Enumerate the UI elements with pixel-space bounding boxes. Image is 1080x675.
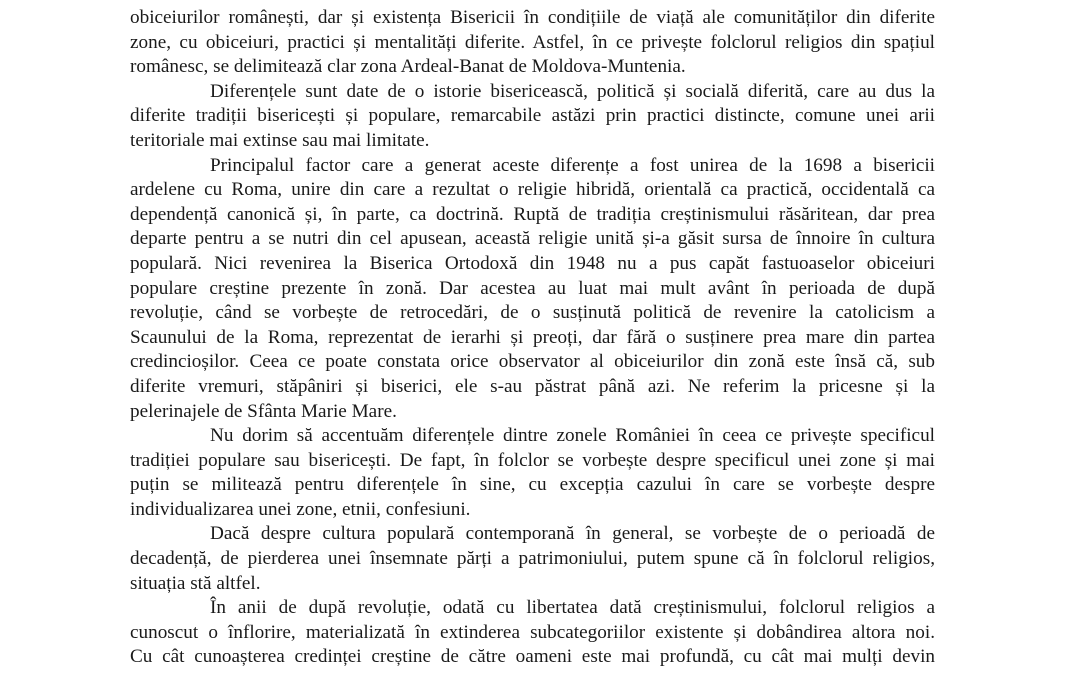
paragraph-first-line: Principalul factor care a generat aceste diferențe a fost unirea de la 1698 a bisericii (210, 154, 935, 176)
text-line: decadență, de pierderea unei însemnate părți a patrimoniului, putem spune că în folclorul religios, (130, 548, 935, 570)
paragraph-first-line: Dacă despre cultura populară contemporană în general, se vorbește de o perioadă de (210, 523, 935, 545)
text-line: obiceiurilor românești, dar și existența Bisericii în condițiile de viață ale comunităților din diferite (130, 7, 935, 28)
text-line: diferite tradiții bisericești și populare, remarcabile astăzi prin practici distincte, comune unei arii (130, 105, 935, 127)
paragraph-first-line: Diferențele sunt date de o istorie bisericească, politică și socială diferită, care au dus la (210, 80, 935, 102)
text-line: individualizarea unei zone, etnii, confesiuni. (130, 498, 471, 520)
text-line: credincioșilor. Ceea ce poate constata orice observator al obiceiurilor din zonă este însă că, sub (130, 351, 935, 373)
text-line: situația stă altfel. (130, 572, 261, 594)
text-line: românesc, se delimitează clar zona Ardeal-Banat de Moldova-Muntenia. (130, 56, 686, 78)
body-text (130, 6, 935, 670)
text-line: revoluție, când se vorbește de retrocedări, de o susținută politică de revenire la catolicism a (130, 302, 935, 324)
text-line: teritoriale mai extinse sau mai limitate. (130, 129, 430, 151)
text-line: populară. Nici revenirea la Biserica Ortodoxă din 1948 nu a pus capăt fastuoaselor obiceiuri (130, 252, 935, 274)
text-line: cunoscut o înflorire, materializată în extinderea subcategoriilor existente și dobândirea altora noi. (130, 621, 935, 643)
text-line: populare creștine prezente în zonă. Dar acestea au luat mai mult avânt în perioada de după (130, 277, 935, 299)
text-line: Scaunului de la Roma, reprezentat de ierarhi și preoți, dar fără o susținere prea mare din partea (130, 326, 935, 348)
text-line: departe pentru a se nutri din cel apusean, această religie unită și-a găsit sursa de înnoire în cultura (130, 228, 935, 250)
paragraph-first-line: Nu dorim să accentuăm diferențele dintre zonele României în ceea ce privește specificul (210, 425, 935, 447)
text-line: puțin se militează pentru diferențele în sine, cu excepția cazului în care se vorbește despre (130, 474, 935, 496)
text-line: ardelene cu Roma, unire din care a rezultat o religie hibridă, orientală ca practică, occidentală ca (130, 179, 935, 201)
text-line: dependență canonică și, în parte, ca doctrină. Ruptă de tradiția creștinismului răsăritean, dar prea (130, 203, 935, 225)
text-line: tradiției populare sau bisericești. De fapt, în folclor se vorbește despre specificul unei zone și mai (130, 449, 935, 471)
text-line: Cu cât cunoașterea credinței creștine de către oameni este mai profundă, cu cât mai mulți devin (130, 646, 935, 668)
paragraph-first-line: În anii de după revoluție, odată cu libertatea dată creștinismului, folclorul religios a (210, 597, 935, 619)
text-line: pelerinajele de Sfânta Marie Mare. (130, 400, 397, 422)
text-line: diferite vremuri, stăpâniri și biserici, ele s-au păstrat până azi. Ne referim la pricesne și la (130, 375, 935, 397)
text-line: zone, cu obiceiuri, practici și mentalități diferite. Astfel, în ce privește folclorul religios din spațiul (130, 31, 935, 53)
